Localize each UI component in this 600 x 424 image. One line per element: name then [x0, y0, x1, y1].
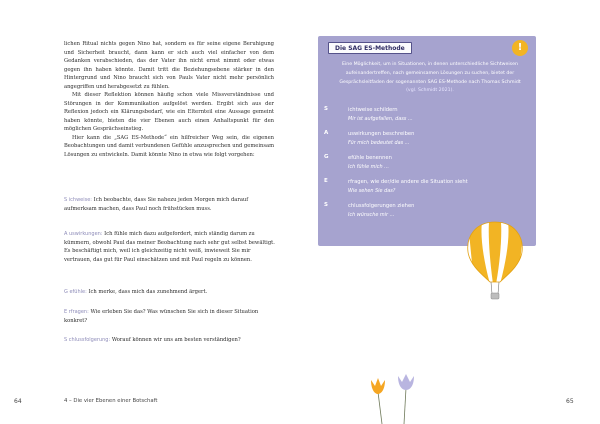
dialog-label: S ichweise: — [64, 197, 92, 203]
dialog-label: E rfragen: — [64, 309, 89, 315]
info-box-intro — [336, 61, 524, 96]
body-paragraph: Hier kann die „SAG ES-Methode“ ein hilfreicher Weg sein, die eigenen Beobachtungen und damit verbundenen Gefühle anzusprechen und gemeinsam Lösungen zu entwickeln. Damit könnte Nino in etwa wie folgt vorgehen: — [64, 134, 274, 158]
dialog-gefuehle — [64, 288, 276, 297]
step-item — [324, 154, 524, 171]
dialog-text: Ich fühle mich dazu aufgefordert, mich ständig darum zu kümmern, obwohl Paul das meiner Beobachtung nach sehr gut selbst bewältigt. Es beschäftigt mich, weil ich gleichzeitig nicht weiß, inwieweit Sie mir vertrauen, das gut für Paul einschätzen und mit Paul regeln zu können. — [64, 231, 275, 263]
dialog-text: Ich merke, dass mich das zunehmend ärgert. — [88, 289, 208, 295]
step-question: Ich wünsche mir … — [348, 212, 395, 218]
step-item — [324, 106, 524, 123]
left-body-text — [64, 40, 274, 159]
page-number-right: 65 — [566, 398, 574, 405]
dialog-schlussfolgerung — [64, 336, 276, 345]
running-footer: 4 – Die vier Ebenen einer Botschaft — [64, 398, 158, 404]
step-letter: E — [324, 178, 328, 184]
step-name: uswirkungen beschreiben — [348, 131, 415, 137]
step-name: efühle benennen — [348, 155, 392, 161]
dialog-label: A uswirkungen: — [64, 231, 103, 237]
step-item — [324, 178, 524, 195]
step-question: Ich fühle mich … — [348, 164, 389, 170]
step-item — [324, 202, 524, 219]
body-paragraph: lichen Ritual nichts gegen Nino hat, sondern es für seine eigene Beruhigung und Sicherheit braucht, dann kann er sich auch viel einfacher von dem Gedanken verabschieden, das der Vater ihn nicht ernst nimmt oder etwas gegen ihn haben könnte. Damit tritt die Beziehungsebene stärker in den Hintergrund und Nino braucht sich von Pauls Vater nicht mehr persönlich angegriffen und herabgesetzt zu fühlen. — [64, 41, 274, 90]
dialog-sichtweise — [64, 196, 276, 213]
step-letter: G — [324, 154, 329, 160]
body-paragraph: Mit dieser Reflektion können häufig schon viele Missverständnisse und Störungen in der Kommunikation aufgelöst werden. Ergibt sich aus der Reflexion jedoch ein Klärungsbedarf, wie ein Elternteil eine Aussage gemeint haben könnte, bieten die vier Ebenen auch einen Anhaltspunkt für den möglichen Gesprächseinstieg. — [64, 92, 274, 132]
step-name: chlussfolgerungen ziehen — [348, 203, 415, 209]
dialog-text: Ich beobachte, dass Sie nahezu jeden Morgen mich darauf aufmerksam machen, dass Paul noch frühstücken muss. — [64, 197, 249, 212]
tulips-illustration — [368, 374, 428, 424]
exclamation-icon: ! — [512, 40, 528, 56]
step-letter: A — [324, 130, 329, 136]
info-box-title: Die SAG ES-Methode — [328, 42, 412, 54]
dialog-erfragen — [64, 308, 276, 325]
step-letter: S — [324, 106, 328, 112]
dialog-text: Wie erleben Sie das? Was wünschen Sie sich in dieser Situation konkret? — [64, 309, 259, 324]
method-steps — [324, 106, 524, 226]
dialog-label: S chlussfolgerung: — [64, 337, 111, 343]
step-question: Für mich bedeutet das … — [348, 140, 410, 146]
step-question: Mir ist aufgefallen, dass … — [348, 116, 413, 122]
page-number-left: 64 — [14, 398, 22, 405]
dialog-auswirkungen — [64, 230, 276, 264]
hot-air-balloon-illustration — [462, 218, 528, 304]
dialog-label: G efühle: — [64, 289, 87, 295]
step-name: rfragen, wie der/die andere die Situation sieht — [348, 179, 468, 185]
step-letter: S — [324, 202, 328, 208]
step-name: ichtweise schildern — [348, 107, 398, 113]
dialog-text: Worauf können wir uns am besten verständigen? — [111, 337, 241, 343]
intro-reference: (vgl. Schmidt 2021). — [406, 88, 454, 94]
step-question: Wie sehen Sie das? — [348, 188, 396, 194]
step-item — [324, 130, 524, 147]
intro-text: Eine Möglichkeit, um in Situationen, in denen unterschiedliche Sichtweisen aufeinandertreffen, nach gemeinsamen Lösungen zu suchen, bietet der Gesprächsleitfaden der sogenannten SAG ES-Methode nach Thomas Schmidt — [339, 62, 521, 85]
